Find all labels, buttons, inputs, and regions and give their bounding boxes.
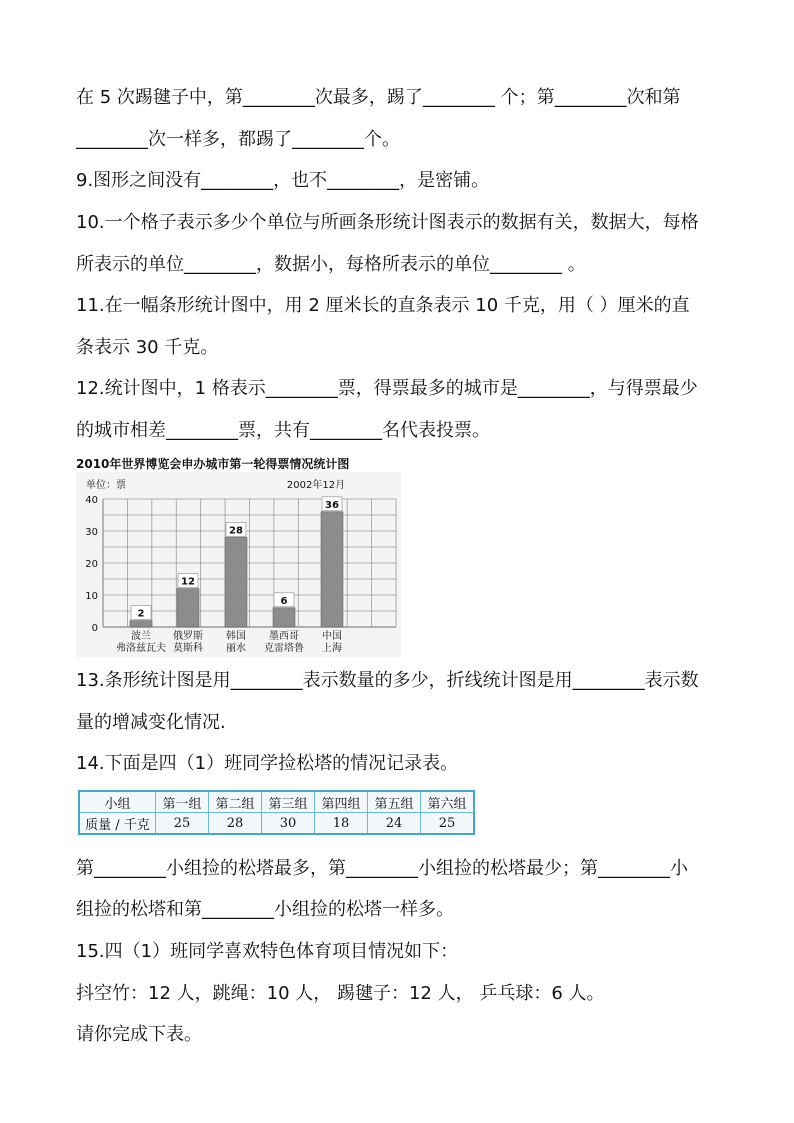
table-header-cell: 第四组 xyxy=(315,791,368,813)
question-14-answer-line-1: 第________小组捡的松塔最多，第________小组捡的松塔最少；第________小 xyxy=(76,858,688,879)
y-tick-label: 10 xyxy=(85,591,98,602)
pine-cone-table xyxy=(78,790,475,835)
table-cell: 18 xyxy=(315,813,368,835)
category-label: 上海 xyxy=(322,643,342,654)
y-tick-label: 40 xyxy=(85,495,98,506)
question-13-line-2: 量的增减变化情况. xyxy=(76,712,226,733)
bar xyxy=(130,621,152,627)
bar-value-label: 12 xyxy=(181,576,195,588)
category-label: 韩国 xyxy=(226,631,246,642)
category-label: 波兰 xyxy=(131,631,151,642)
table-header-cell: 第二组 xyxy=(209,791,262,813)
table-header-cell: 小组 xyxy=(79,791,156,813)
table-header-cell: 第一组 xyxy=(156,791,209,813)
bar xyxy=(321,512,343,627)
bar-value-label: 36 xyxy=(325,499,339,511)
question-15-data: 抖空竹：12 人，跳绳：10 人， 踢毽子：12 人， 乒乓球：6 人。 xyxy=(76,983,605,1004)
question-10-line-2: 所表示的单位________，数据小，每格所表示的单位________ 。 xyxy=(76,254,586,275)
line-2: ________次一样多，都踢了________个。 xyxy=(76,129,400,150)
bar-chart xyxy=(76,472,401,657)
line-1: 在 5 次踢毽子中，第________次最多，踢了________ 个；第________次和第 xyxy=(76,87,681,108)
question-14: 14.下面是四（1）班同学捡松塔的情况记录表。 xyxy=(76,753,459,774)
table-row xyxy=(79,813,474,835)
bar xyxy=(225,537,247,627)
table-header-cell: 第三组 xyxy=(262,791,315,813)
table-cell: 24 xyxy=(368,813,421,835)
question-15-instruction: 请你完成下表。 xyxy=(76,1024,202,1045)
table-cell: 28 xyxy=(209,813,262,835)
table-header-cell: 第六组 xyxy=(421,791,475,813)
y-tick-label: 20 xyxy=(85,559,98,570)
bar xyxy=(177,589,199,627)
question-10-line-1: 10.一个格子表示多少个单位与所画条形统计图表示的数据有关，数据大，每格 xyxy=(76,212,699,233)
question-12-line-2: 的城市相差________票，共有________名代表投票。 xyxy=(76,420,490,441)
y-tick-label: 0 xyxy=(91,623,98,634)
unit-label: 单位：票 xyxy=(86,480,126,491)
bar-value-label: 28 xyxy=(229,525,243,537)
category-label: 俄罗斯 xyxy=(173,631,203,642)
question-9: 9.图形之间没有________，也不________，是密铺。 xyxy=(76,170,490,191)
date-label: 2002年12月 xyxy=(286,480,346,491)
question-13-line-1: 13.条形统计图是用________表示数量的多少，折线统计图是用________表示数 xyxy=(76,670,699,691)
bar xyxy=(273,608,295,627)
category-label: 丽水 xyxy=(226,643,246,654)
bar-value-label: 6 xyxy=(280,595,288,607)
category-label: 莫斯科 xyxy=(173,643,203,654)
table-cell: 25 xyxy=(421,813,475,835)
category-label: 克雷塔鲁 xyxy=(264,643,304,654)
table-header-cell: 第五组 xyxy=(368,791,421,813)
table-cell: 25 xyxy=(156,813,209,835)
question-11-line-2: 条表示 30 千克。 xyxy=(76,337,219,358)
table-row-label: 质量 / 千克 xyxy=(79,813,156,835)
question-14-answer-line-2: 组捡的松塔和第________小组捡的松塔一样多。 xyxy=(76,899,454,920)
category-label: 墨西哥 xyxy=(269,631,299,642)
question-15: 15.四（1）班同学喜欢特色体育项目情况如下： xyxy=(76,941,459,962)
table-cell: 30 xyxy=(262,813,315,835)
category-label: 弗洛兹瓦夫 xyxy=(116,643,166,654)
category-label: 中国 xyxy=(322,631,342,642)
bar-value-label: 2 xyxy=(137,608,145,620)
table-header-row xyxy=(79,791,474,813)
y-tick-label: 30 xyxy=(85,527,98,538)
question-12-line-1: 12.统计图中，1 格表示________票，得票最多的城市是________，与得票最少 xyxy=(76,378,698,399)
question-11-line-1: 11.在一幅条形统计图中，用 2 厘米长的直条表示 10 千克，用（ ）厘米的直 xyxy=(76,295,690,316)
chart-title: 2010年世界博览会申办城市第一轮得票情况统计图 xyxy=(76,457,350,471)
